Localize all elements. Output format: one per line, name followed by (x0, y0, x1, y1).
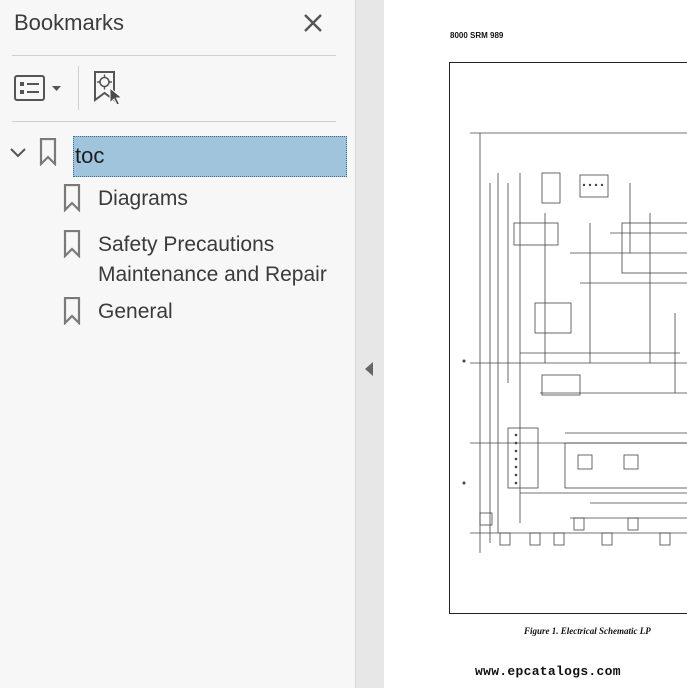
bookmark-item-toc[interactable] (73, 136, 347, 177)
close-icon (300, 10, 326, 36)
bookmark-item-safety-precautions[interactable]: Safety Precautions Maintenance and Repair (98, 233, 327, 286)
toolbar-separator (78, 66, 79, 110)
collapse-panel-button[interactable] (363, 360, 375, 378)
bookmark-item-diagrams[interactable]: Diagrams (98, 187, 188, 210)
panel-splitter[interactable] (356, 0, 384, 688)
bookmark-options-button[interactable] (14, 74, 66, 104)
bookmark-ribbon-icon (63, 230, 81, 258)
watermark-url: www.epcatalogs.com (475, 664, 621, 679)
find-current-bookmark-icon (92, 70, 126, 106)
divider (12, 55, 336, 56)
find-current-bookmark-button[interactable] (92, 70, 126, 106)
bookmark-ribbon-icon (39, 138, 57, 166)
panel-title: Bookmarks (14, 10, 125, 35)
close-panel-button[interactable] (300, 10, 326, 36)
bookmark-item-general[interactable]: General (98, 300, 173, 323)
bookmark-ribbon-icon (63, 184, 81, 212)
bookmark-ribbon-icon (63, 297, 81, 325)
figure-caption: Figure 1. Electrical Schematic LP (524, 626, 651, 636)
bookmark-label: toc (75, 143, 105, 168)
divider (12, 121, 336, 122)
chevron-down-icon (8, 144, 28, 162)
collapse-bookmark-toggle[interactable] (8, 144, 28, 162)
bookmark-options-icon (14, 74, 66, 104)
page-header: 8000 SRM 989 (450, 31, 504, 40)
triangle-left-icon (363, 360, 375, 378)
schematic-diagram (449, 62, 687, 614)
electrical-schematic (450, 63, 687, 614)
document-page (384, 0, 687, 688)
